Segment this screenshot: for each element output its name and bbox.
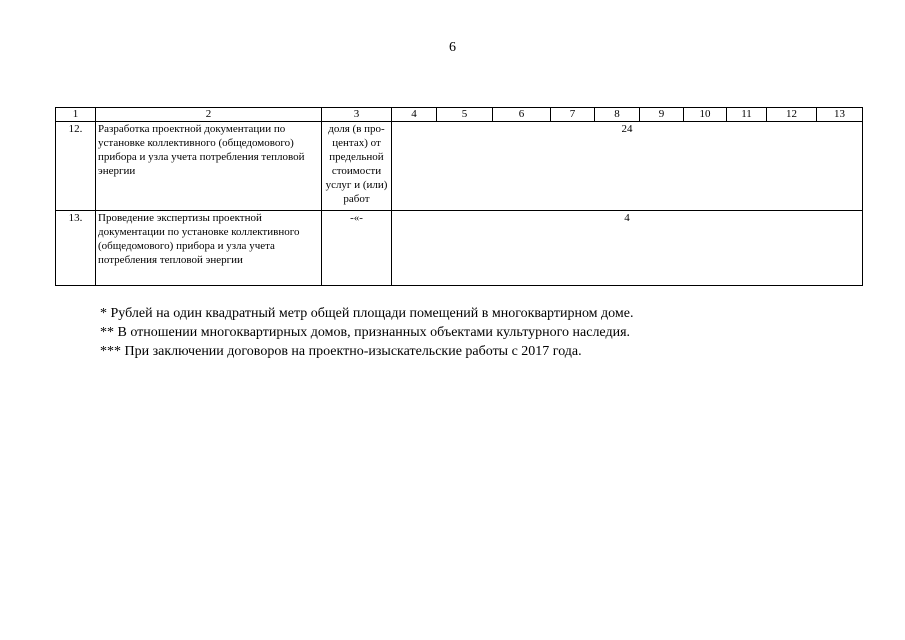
header-cell: 7 — [551, 108, 595, 122]
footnote: ** В отношении многоквартирных домов, признанных объектами культурного наследия. — [100, 325, 631, 340]
header-cell: 6 — [493, 108, 551, 122]
header-cell: 9 — [640, 108, 684, 122]
row-name: Разработка проектной документации по установке коллективного (общедомового) прибора и узла учета потребления тепловой энергии — [96, 122, 322, 211]
header-cell: 13 — [817, 108, 863, 122]
page-number: 6 — [449, 40, 456, 55]
footnote: * Рублей на один квадратный метр общей площади помещений в многоквартирном доме. — [100, 306, 634, 321]
table-header-row — [56, 108, 863, 122]
row-value: 4 — [392, 211, 863, 286]
row-number: 12. — [56, 122, 96, 211]
header-cell: 1 — [56, 108, 96, 122]
header-cell: 11 — [727, 108, 767, 122]
table-row — [56, 211, 863, 286]
header-cell: 4 — [392, 108, 437, 122]
table-row — [56, 122, 863, 211]
header-cell: 5 — [437, 108, 493, 122]
row-name: Проведение экспертизы проектной документации по установке коллективного (общедомового) прибора и узла учета потребления тепловой энергии — [96, 211, 322, 286]
footnotes — [100, 304, 633, 361]
row-unit: -«- — [322, 211, 392, 286]
footnote: *** При заключении договоров на проектно-изыскательские работы с 2017 года. — [100, 344, 582, 359]
row-unit: доля (в про-центах) от предельной стоимости услуг и (или) работ — [322, 122, 392, 211]
row-value: 24 — [392, 122, 863, 211]
row-number: 13. — [56, 211, 96, 286]
header-cell: 8 — [595, 108, 640, 122]
header-cell: 3 — [322, 108, 392, 122]
header-cell: 10 — [684, 108, 727, 122]
header-cell: 2 — [96, 108, 322, 122]
tariff-table — [55, 107, 863, 286]
header-cell: 12 — [767, 108, 817, 122]
